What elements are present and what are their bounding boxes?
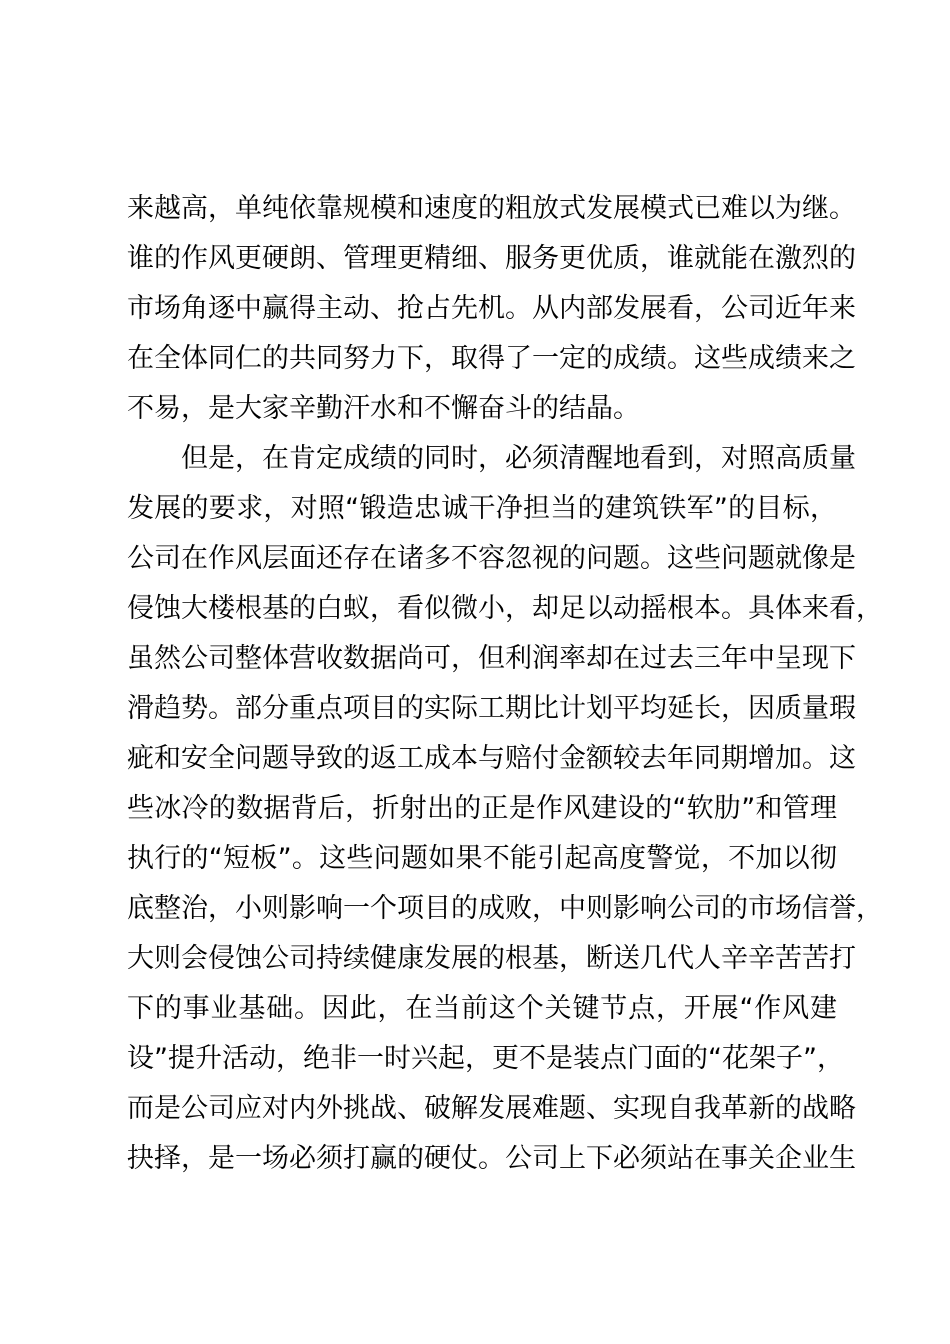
text-line: 些冰冷的数据背后，折射出的正是作风建设的“软肋”和管理	[127, 793, 837, 824]
body-text	[127, 184, 883, 1184]
text-line: 公司在作风层面还存在诸多不容忽视的问题。这些问题就像是	[127, 543, 856, 574]
text-line: 大则会侵蚀公司持续健康发展的根基，断送几代人辛辛苦苦打	[127, 943, 856, 974]
text-line: 下的事业基础。因此，在当前这个关键节点，开展“作风建	[127, 993, 837, 1024]
text-line: 但是，在肯定成绩的同时，必须清醒地看到，对照高质量	[181, 443, 856, 474]
text-line: 发展的要求，对照“锻造忠诚干净担当的建筑铁军”的目标，	[127, 493, 837, 524]
text-line: 设”提升活动，绝非一时兴起，更不是装点门面的“花架子”，	[127, 1043, 844, 1074]
text-line: 而是公司应对内外挑战、破解发展难题、实现自我革新的战略	[127, 1093, 856, 1124]
text-line: 虽然公司整体营收数据尚可，但利润率却在过去三年中呈现下	[127, 643, 856, 674]
text-line: 不易，是大家辛勤汗水和不懈奋斗的结晶。	[127, 393, 640, 424]
text-line: 在全体同仁的共同努力下，取得了一定的成绩。这些成绩来之	[127, 343, 856, 374]
text-line: 谁的作风更硬朗、管理更精细、服务更优质，谁就能在激烈的	[127, 243, 856, 274]
text-line: 抉择，是一场必须打赢的硬仗。公司上下必须站在事关企业生	[127, 1143, 856, 1174]
text-line: 执行的“短板”。这些问题如果不能引起高度警觉，不加以彻	[127, 843, 837, 874]
text-line: 底整治，小则影响一个项目的成败，中则影响公司的市场信誉，	[127, 893, 883, 924]
text-line: 市场角逐中赢得主动、抢占先机。从内部发展看，公司近年来	[127, 293, 856, 324]
text-line: 疵和安全问题导致的返工成本与赔付金额较去年同期增加。这	[127, 743, 856, 774]
text-line: 侵蚀大楼根基的白蚁，看似微小，却足以动摇根本。具体来看，	[127, 593, 883, 624]
text-line: 滑趋势。部分重点项目的实际工期比计划平均延长，因质量瑕	[127, 693, 856, 724]
text-line: 来越高，单纯依靠规模和速度的粗放式发展模式已难以为继。	[127, 193, 856, 224]
